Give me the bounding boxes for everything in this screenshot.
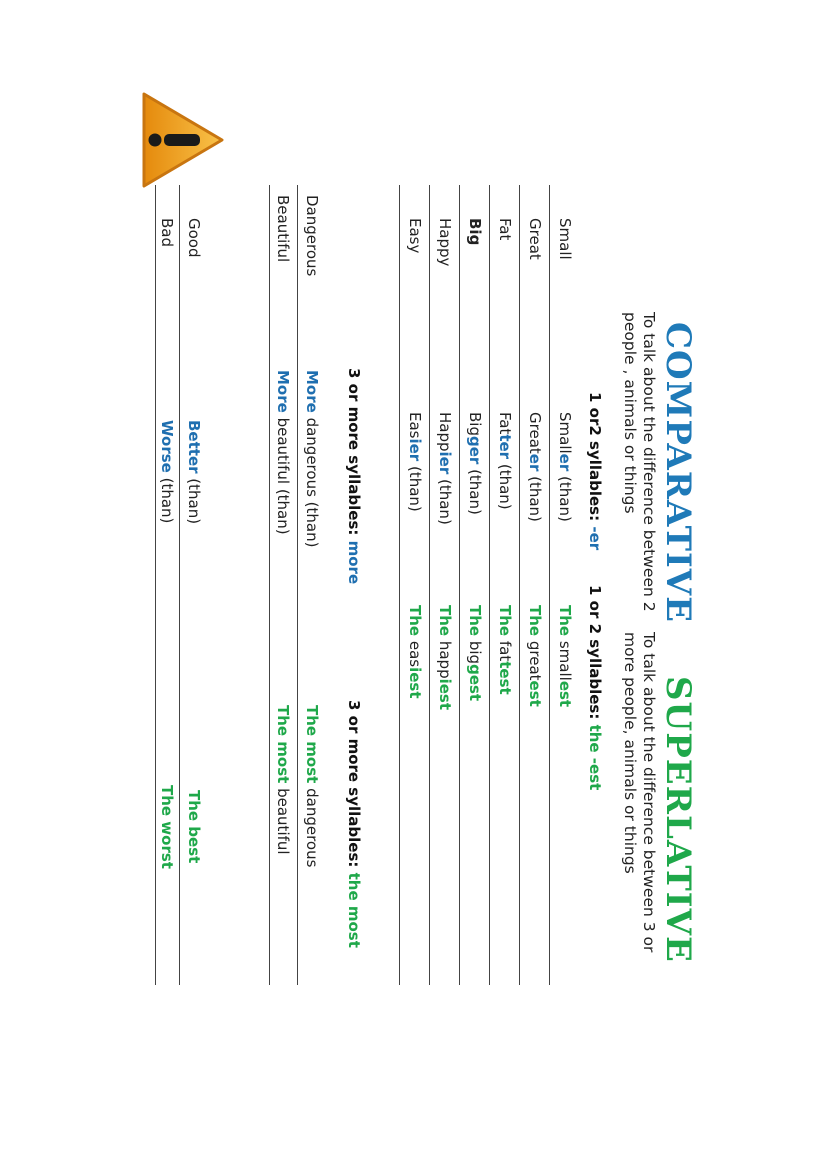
base-word: Happy: [436, 218, 454, 267]
superlative-title: SUPERLATIVE: [658, 676, 698, 963]
table-divider: [269, 185, 270, 985]
comparative-form: Easier (than): [406, 412, 424, 512]
table-divider: [429, 185, 430, 985]
superlative-form: The greatest: [526, 605, 544, 707]
table-divider: [549, 185, 550, 985]
superlative-form: The fattest: [496, 605, 514, 695]
superlative-form: The easiest: [406, 605, 424, 699]
base-word: Beautiful: [274, 195, 292, 263]
superlative-rule-short: 1 or 2 syllables: the -est: [586, 585, 604, 791]
warning-exclamation-icon: [136, 90, 226, 190]
base-word: Fat: [496, 218, 514, 241]
table-divider: [155, 185, 156, 985]
comparative-form: Fatter (than): [496, 412, 514, 510]
comparative-form: Worse (than): [158, 420, 176, 524]
comparative-description: To talk about the difference between 2 people , animals or things: [621, 312, 658, 612]
base-word: Good: [185, 218, 203, 258]
base-word: Small: [556, 218, 574, 260]
base-word: Dangerous: [303, 195, 321, 277]
comparative-form: Smaller (than): [556, 412, 574, 522]
comparative-form: More beautiful (than): [274, 370, 292, 535]
comparative-form: Bigger (than): [466, 412, 484, 515]
superlative-form: The worst: [158, 785, 176, 869]
comparative-form: Happier (than): [436, 412, 454, 525]
superlative-rule-long: 3 or more syllables: the most: [345, 700, 363, 948]
base-word: Great: [526, 218, 544, 260]
table-divider: [297, 185, 298, 985]
comparative-form: Greater (than): [526, 412, 544, 522]
table-divider: [519, 185, 520, 985]
superlative-form: The happiest: [436, 605, 454, 711]
comparative-rule-long: 3 or more syllables: more: [345, 368, 363, 585]
superlative-form: The smallest: [556, 605, 574, 708]
table-divider: [489, 185, 490, 985]
comparative-title: COMPARATIVE: [658, 322, 698, 624]
table-divider: [179, 185, 180, 985]
superlative-form: The most beautiful: [274, 705, 292, 855]
base-word: Bad: [158, 218, 176, 248]
table-divider: [399, 185, 400, 985]
comparative-rule-short: 1 or2 syllables: -er: [586, 392, 604, 551]
superlative-form: The best: [185, 790, 203, 864]
base-word: Easy: [406, 218, 424, 254]
superlative-description: To talk about the difference between 3 or more people, animals or things: [621, 632, 658, 953]
superlative-form: The biggest: [466, 605, 484, 702]
superlative-form: The most dangerous: [303, 705, 321, 868]
table-divider: [459, 185, 460, 985]
base-word: Big: [466, 218, 484, 246]
comparative-form: More dangerous (than): [303, 370, 321, 548]
comparative-form: Better (than): [185, 420, 203, 525]
